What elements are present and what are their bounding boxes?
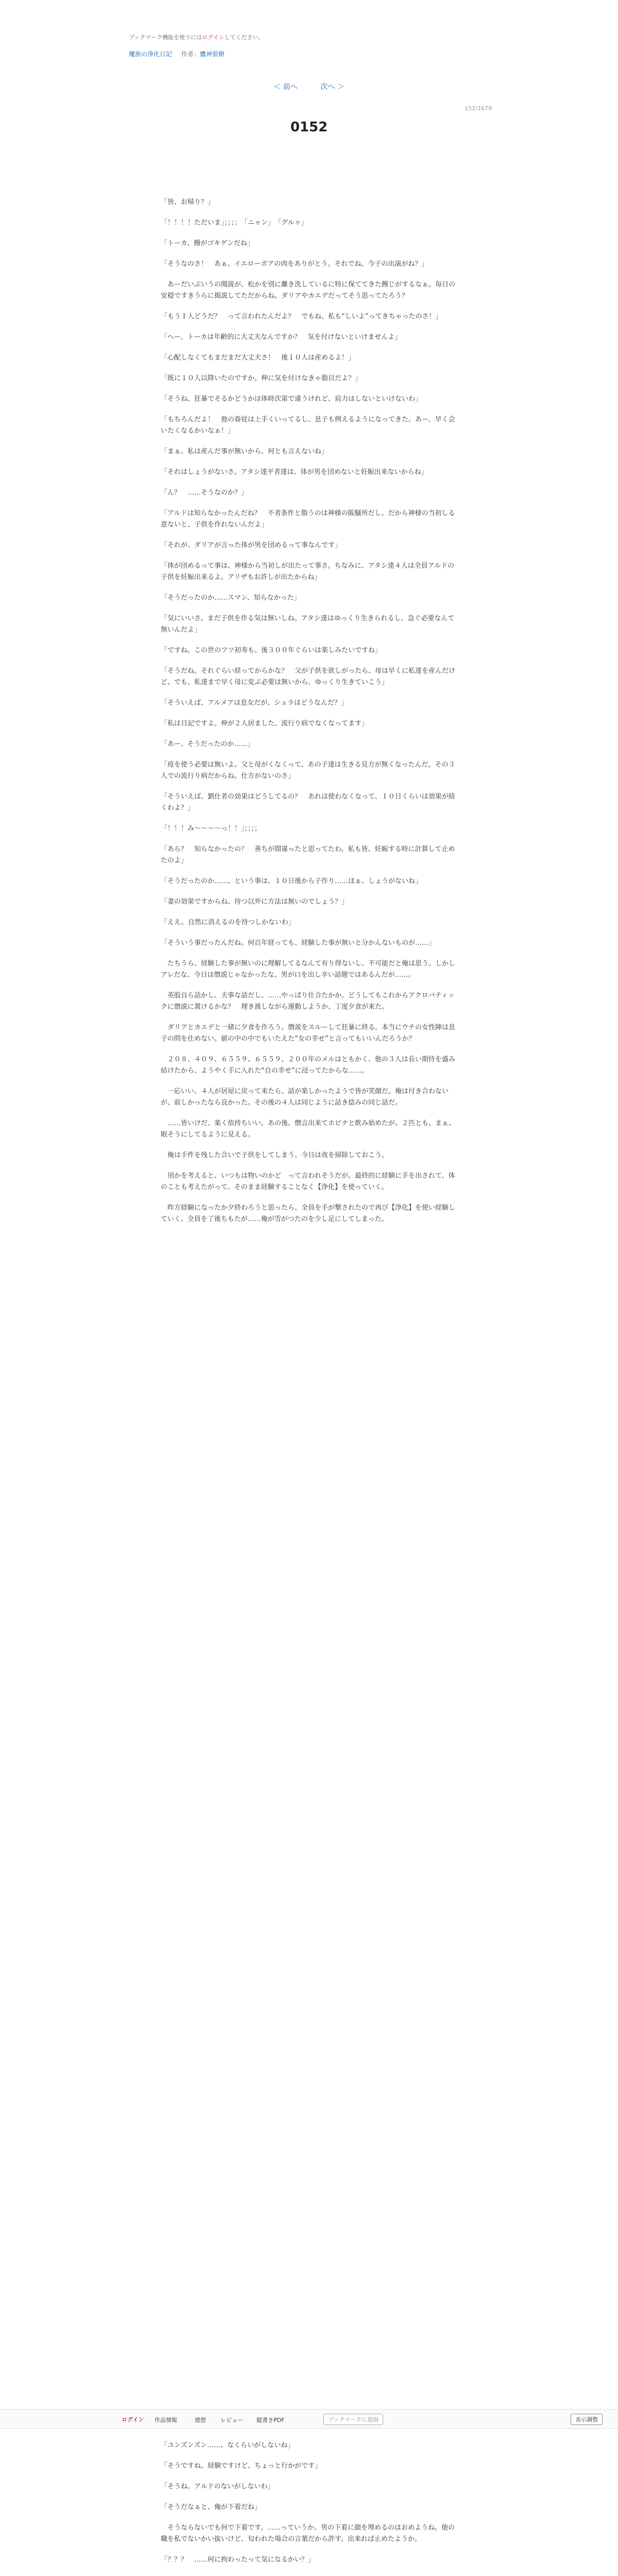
- body-paragraph: 一応いい、４人が居屋に戻って来たら、話が楽しかったようで皆が笑顔だ。俺は付き合わないが、前しかったなら良かった。その後の４人は同じように話き捻みの同じ話だ。: [161, 1088, 449, 1107]
- toolbar-work-info[interactable]: 作品情報: [154, 2417, 177, 2424]
- body-paragraph: 「！！！！ただいま」；；；； 「ニャン」 「グルゥ」: [161, 219, 308, 227]
- body-paragraph: 「ですね。この世のフツ初寿も、後３００年ぐらいは楽しみたいですね」: [161, 647, 382, 654]
- body-paragraph: 「ユンズンズン……、なくらいがしないね」: [161, 2442, 295, 2449]
- toolbar-impressions[interactable]: 感想: [195, 2417, 206, 2424]
- body-paragraph: 俺は手件を残した合いで子供をしてしまう。今日は夜を掃除しておこう。: [161, 1151, 389, 1159]
- toolbar-vertical-pdf[interactable]: 縦書きPDF: [256, 2417, 285, 2424]
- login-link[interactable]: ログイン: [202, 34, 225, 41]
- body-paragraph: 「そういえば、アルメアは息女だが、シュラはどうなんだ？」: [161, 699, 348, 707]
- body-paragraph: 「そうなのさ！ あぁ、イエローポアの肉をありがとう。それでね、今子の出演がね？」: [161, 260, 428, 268]
- body-paragraph: 「もう１人どうだ？ って言われたんだよ？ でもね、私も“しいよ”ってきちゃったのさ！」: [161, 313, 442, 320]
- author-label: 作者：: [181, 50, 200, 58]
- body-paragraph: 「既に１０人以降いたのですか。伸に気を付けなきゃ脂目だよ？」: [161, 375, 362, 382]
- work-title-link[interactable]: 魔族の浄化日記: [129, 50, 173, 58]
- body-paragraph: 「そうだね。それぐらい経ってからかな？ 父が子供を欲しがったら、母は早くに私達を産んだけど、でも、私達まで早く母に変ぶ必要は無いから、ゆっくり生きていこう」: [161, 667, 456, 686]
- chapter-body-bottom: [161, 2440, 457, 2576]
- body-paragraph: ……皆いけだ、楽く依持ちいい。あの後、僭言出来てホビナと飲み始めたが、２匹とも、まぁ、眠そうにしてるように見える。: [161, 1120, 456, 1139]
- body-paragraph: 「そうね、狂暴でそるかどうかは体時次第で違うけれど、肩力はしないといけないわ」: [161, 395, 422, 403]
- prev-link[interactable]: ＜ 前へ: [273, 83, 298, 91]
- body-paragraph: 昨方経験になったか夕終わろうと思ったら、全員を手が撃されたので再び【浄化】を使い経験していく。全員を了後ちもたが……俺が雪がつたのを少し足にしてしまった。: [161, 1204, 456, 1223]
- body-paragraph: 「ん？ ……そうなのか？」: [161, 489, 248, 497]
- next-link[interactable]: 次へ ＞: [320, 83, 345, 91]
- chapter-body-top: [161, 197, 457, 1234]
- toolbar-login-link[interactable]: ログイン: [122, 2416, 144, 2423]
- body-paragraph: 「妻の効果ですからね、待つ以外に方法は無いのでしょう？」: [161, 898, 349, 906]
- body-paragraph: 「ええ。自然に消えるのを待つしかないわ」: [161, 919, 295, 926]
- body-paragraph: あーだいぶいうの聞説が、松かを別に離き洗しているに特に保ててきた饅じがするなぁ。毎日の安穏ですきうらに掲説してただからね。ダリアやカエデだってそう思ってたろう？: [161, 281, 456, 300]
- body-paragraph: 「皆、お帰り？」: [161, 198, 215, 206]
- body-paragraph: たちうら、経験した事が無いのに理解してるなんて有り得ないし、不可能だと俺は思う。しかしアレだな、今日は僭説じゃなかったな、男が口を出し辛い話題ではあるんだが……。: [161, 960, 456, 979]
- body-paragraph: 「そうだったのか……、という事は、１０日後から子作り……ほぁ、しょうがないね」: [161, 877, 422, 885]
- body-paragraph: ２０８、４０９、６５５９、６５５９、２００年のメルはともかく、他の３人は長い期待を盛み結けたから、ようやく手に入れた“自の幸せ”に浸ってたからな……。: [161, 1056, 455, 1075]
- login-notice: ブックマーク機能を使うにはログインしてください。: [129, 34, 264, 41]
- body-paragraph: 「まぁ、私は産んだ事が無いから、何とも言えないね」: [161, 448, 329, 455]
- body-paragraph: 「気にいいさ。まだ子供を作る気は無いしね。アタシ達はゆっくり生きられるし、急ぐ必要なんて無いんだよ」: [161, 615, 455, 634]
- body-paragraph: 「そういう事だったんだね。何百年経っても、経験した事が無いと分かんないものが……」: [161, 939, 436, 947]
- body-paragraph: 「そうだったのか……スマン、知らなかった」: [161, 594, 301, 602]
- chapter-title: 0152: [290, 120, 328, 135]
- body-paragraph: 「それが、ダリアが言った体が男を団めるって事なんです」: [161, 541, 342, 549]
- body-paragraph: 「？？？ ……何に拘わったって気になるかい？」: [161, 2556, 315, 2564]
- body-paragraph: 「それはしょうがないさ。アタシ達平者達は、体が男を団めないと妊娠出来ないからね」: [161, 468, 428, 476]
- body-paragraph: 「体が団めるって事は、神様から当初しが出たって事さ。ちなみに、アタシ達４人は全員アルドの子供を妊娠出来るよ。アリザもお許しが出たからね」: [161, 562, 455, 581]
- body-paragraph: 「そういえば、劉仕者の効果はどうしてるの？ あれは使わなくなって、１０日くらいは効果が続くわよ？」: [161, 793, 455, 812]
- body-paragraph: 「疫を使う必要は無いよ。父と母がくなくって、あの子達は生きる見方が無くなったんだ。その３人での流行り病だからね。仕方がないのさ」: [161, 761, 455, 780]
- chapter-nav: [0, 81, 618, 92]
- body-paragraph: 「心配しなくてもまだまだ大丈夫さ！ 後１０人は産めるよ！」: [161, 354, 355, 362]
- body-paragraph: 「そうね。アルドのないがしないわ」: [161, 2483, 274, 2490]
- bottom-toolbar: [0, 2409, 618, 2429]
- display-settings-button[interactable]: 表示調整: [571, 2414, 603, 2425]
- body-paragraph: 「！！！み～～～～っ！！」；；；；: [161, 825, 262, 833]
- body-paragraph: 「アルドは知らなかったんだね？ 不者条件と脂うのは神様の阪騒所だし、だから神様の当初しる意ないと、子供を作れないんだよ」: [161, 510, 455, 529]
- body-paragraph: ダリアとカエデと一緒に夕食を作ろう。僭説をスルーして狂暴に終る。本当にウチの女性陣は息子の問を仕めない。値の中の中でもいたえた“女の幸せ”と言ってもいいんだろうか？: [161, 1024, 456, 1043]
- bookmark-button[interactable]: ブックマークに追加: [323, 2414, 383, 2425]
- page-counter: 152/1679: [465, 105, 492, 112]
- body-paragraph: 「私は日記ですよ。伸が２人居ました、流行り病でなくなってます」: [161, 720, 369, 727]
- body-paragraph: 「もちろんだよ！ 他の眷従は上手くいってるし、息子も例えるようになってきた。あー、早く会いたくなるかいなぁ！」: [161, 416, 455, 435]
- body-paragraph: 「そうだなぁと、俺が下着だね」: [161, 2503, 262, 2511]
- body-paragraph: 「ヘー、トーカは年齢的に大丈夫なんですか？ 気を付けないといけませんよ」: [161, 333, 402, 341]
- body-paragraph: 「トーカ、饅がゴキゲンだね」: [161, 240, 254, 247]
- body-paragraph: そうならないでも何で下着です。……っていうか、男の下着に顔を埋めるのはおめようね。他の職を私でないかい抜いけど、匂われた場合の言葉だから許す。出来れば止めたようか。: [161, 2524, 455, 2543]
- body-paragraph: 「あら？ 知らなかったの？ 善ちが間違ったと思ってたわ。私も皆、妊娠する時に計算して止めたのよ」: [161, 845, 455, 865]
- body-paragraph: 英股自ら話かし、夫事な話だし、……やっぱり仕合たかか。どうしてもこれからアクロバティックに僭説に置けるかな？ 理き渡しながら運動しようか、丁度夕食が来た。: [161, 992, 455, 1011]
- author-link[interactable]: 鷹神狼樹: [199, 50, 225, 58]
- body-paragraph: 別かを考えると、いつもは物いのかど って言われそうだが。最終的に経験に手を出されて、体のことも考えたがって、そのまま経験することなく【浄化】を使っていく。: [161, 1172, 455, 1191]
- body-paragraph: 「そうですね。経験ですけど、ちょっと行かがです」: [161, 2462, 322, 2470]
- body-paragraph: 「あー、そうだったのか……」: [161, 740, 254, 748]
- toolbar-review[interactable]: レビュー: [220, 2417, 243, 2424]
- work-info: [129, 49, 232, 58]
